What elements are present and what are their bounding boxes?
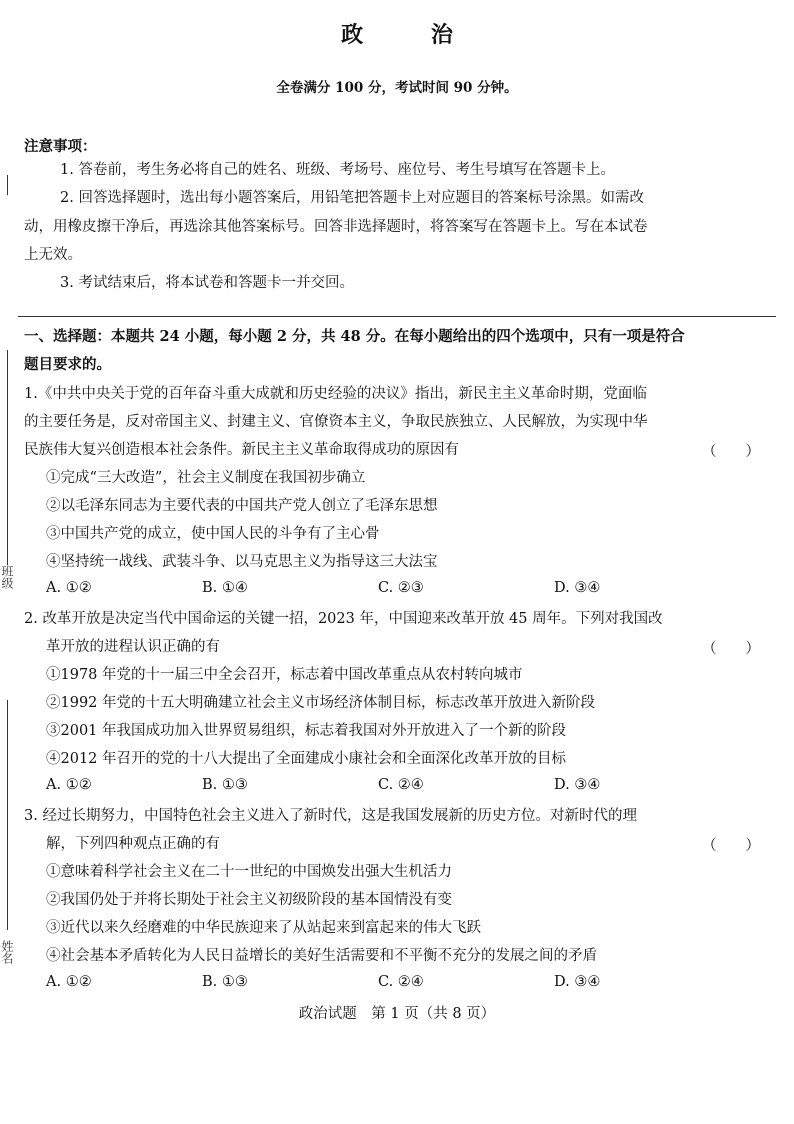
question-item: ①完成“三大改造”，社会主义制度在我国初步确立	[46, 470, 366, 486]
note-line: 1. 答卷前，考生务必将自己的姓名、班级、考场号、座位号、考生号填写在答题卡上。	[60, 162, 615, 178]
option-a: A. ①②	[46, 974, 92, 990]
question-item: ②1992 年党的十五大明确建立社会主义市场经济体制目标，标志改革开放进入新阶段	[46, 695, 596, 711]
binding-line	[7, 700, 8, 930]
question-stem: 1.《中共中央关于党的百年奋斗重大成就和历史经验的决议》指出，新民主主义革命时期，党面临	[24, 386, 647, 402]
question-stem: 的主要任务是，反对帝国主义、封建主义、官僚资本主义，争取民族独立、人民解放，为实现中华	[24, 414, 648, 430]
binding-line	[7, 175, 8, 195]
question-item: ②我国仍处于并将长期处于社会主义初级阶段的基本国情没有变	[46, 892, 452, 908]
notes-heading: 注意事项：	[24, 138, 97, 155]
question-item: ①1978 年党的十一届三中全会召开，标志着中国改革重点从农村转向城市	[46, 667, 523, 683]
question-item: ③中国共产党的成立，使中国人民的斗争有了主心骨	[46, 526, 380, 542]
section-heading: 一、选择题：本题共 24 小题，每小题 2 分，共 48 分。在每小题给出的四个选项中，只有一项是符合	[24, 328, 685, 345]
question-stem: 革开放的进程认识正确的有	[46, 639, 220, 655]
question-item: ③近代以来久经磨难的中华民族迎来了从站起来到富起来的伟大飞跃	[46, 920, 481, 936]
answer-options	[46, 580, 646, 600]
binding-margin	[0, 0, 20, 1124]
answer-paren: （ ）	[702, 838, 760, 854]
option-b: B. ①③	[202, 777, 248, 793]
answer-options	[46, 974, 646, 994]
question-item: ④坚持统一战线、武装斗争、以马克思主义为指导这三大法宝	[46, 554, 438, 570]
question-item: ②以毛泽东同志为主要代表的中国共产党人创立了毛泽东思想	[46, 498, 438, 514]
answer-options	[46, 777, 646, 797]
question-stem: 解，下列四种观点正确的有	[46, 836, 220, 852]
binding-label-class: 班级	[0, 565, 14, 589]
note-line: 3. 考试结束后，将本试卷和答题卡一并交回。	[60, 275, 354, 291]
binding-line	[7, 350, 8, 565]
option-a: A. ①②	[46, 777, 92, 793]
option-c: C. ②③	[378, 580, 424, 596]
question-item: ④社会基本矛盾转化为人民日益增长的美好生活需要和不平衡不充分的发展之间的矛盾	[46, 948, 597, 964]
option-d: D. ③④	[554, 580, 601, 596]
option-b: B. ①④	[202, 580, 248, 596]
option-c: C. ②④	[378, 974, 424, 990]
option-b: B. ①③	[202, 974, 248, 990]
answer-paren: （ ）	[702, 444, 760, 460]
question-item: ①意味着科学社会主义在二十一世纪的中国焕发出强大生机活力	[46, 864, 452, 880]
question-item: ③2001 年我国成功加入世界贸易组织，标志着我国对外开放进入了一个新的阶段	[46, 723, 567, 739]
question-stem: 2. 改革开放是决定当代中国命运的关键一招，2023 年，中国迎来改革开放 45 周年。下列对我国改	[24, 611, 663, 627]
exam-info: 全卷满分 100 分，考试时间 90 分钟。	[276, 80, 518, 96]
option-a: A. ①②	[46, 580, 92, 596]
option-d: D. ③④	[554, 777, 601, 793]
section-heading-cont: 题目要求的。	[24, 356, 111, 373]
note-line: 上无效。	[24, 247, 82, 263]
page-footer: 政治试题 第 1 页（共 8 页）	[298, 1006, 496, 1022]
question-item: ④2012 年召开的党的十八大提出了全面建成小康社会和全面深化改革开放的目标	[46, 751, 567, 767]
option-c: C. ②④	[378, 777, 424, 793]
question-stem: 3. 经过长期努力，中国特色社会主义进入了新时代，这是我国发展新的历史方位。对新时代的理	[24, 808, 637, 824]
page-title: 政 治	[341, 22, 483, 48]
question-stem: 民族伟大复兴创造根本社会条件。新民主主义革命取得成功的原因有	[24, 442, 459, 458]
note-line: 动，用橡皮擦干净后，再选涂其他答案标号。回答非选择题时，将答案写在答题卡上。写在本试卷	[24, 219, 648, 235]
option-d: D. ③④	[554, 974, 601, 990]
section-divider	[18, 316, 776, 317]
answer-paren: （ ）	[702, 641, 760, 657]
note-line: 2. 回答选择题时，选出每小题答案后，用铅笔把答题卡上对应题目的答案标号涂黑。如需改	[60, 190, 644, 206]
binding-label-name: 姓名	[0, 940, 14, 964]
